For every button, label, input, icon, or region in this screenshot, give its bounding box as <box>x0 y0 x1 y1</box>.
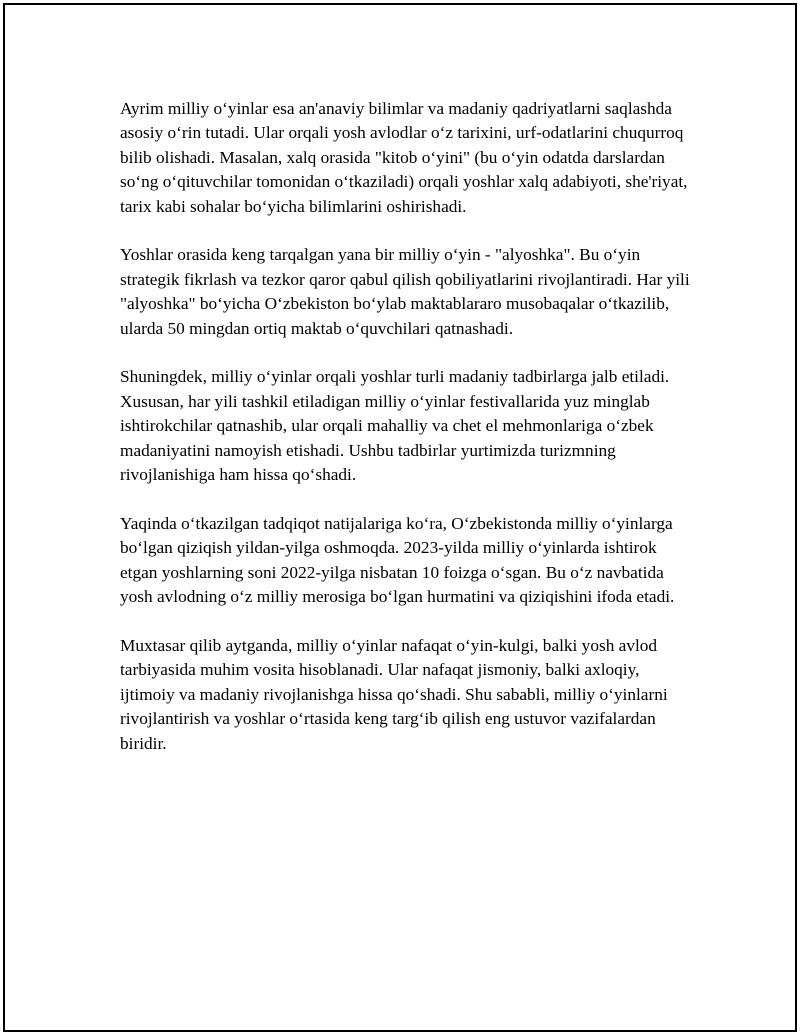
document-body <box>120 97 695 780</box>
document-page <box>3 3 797 1032</box>
paragraph-1: Ayrim milliy o‘yinlar esa an'anaviy bilimlar va madaniy qadriyatlarni saqlashda asosiy o‘rin tutadi. Ular orqali yosh avlodlar o‘z tarixini, urf-odatlarini chuqurroq bilib olishadi. Masalan, xalq orasida "kitob o‘yini" (bu o‘yin odatda darslardan so‘ng o‘qituvchilar tomonidan o‘tkaziladi) orqali yoshlar xalq adabiyoti, she'riyat, tarix kabi sohalar bo‘yicha bilimlarini oshirishadi. <box>120 99 688 216</box>
paragraph-5: Muxtasar qilib aytganda, milliy o‘yinlar nafaqat o‘yin-kulgi, balki yosh avlod tarbiyasida muhim vosita hisoblanadi. Ular nafaqat jismoniy, balki axloqiy, ijtimoiy va madaniy rivojlanishga hissa qo‘shadi. Shu sababli, milliy o‘yinlarni rivojlantirish va yoshlar o‘rtasida keng targ‘ib qilish eng ustuvor vazifalardan biridir. <box>120 635 668 753</box>
paragraph-4: Yaqinda o‘tkazilgan tadqiqot natijalariga ko‘ra, O‘zbekistonda milliy o‘yinlarga bo‘lgan qiziqish yildan-yilga oshmoqda. 2023-yilda milliy o‘yinlarda ishtirok etgan yoshlarning soni 2022-yilga nisbatan 10 foizga o‘sgan. Bu o‘z navbatida yosh avlodning o‘z milliy merosiga bo‘lgan hurmatini va qiziqishini ifoda etadi. <box>120 513 675 607</box>
paragraph-2: Yoshlar orasida keng tarqalgan yana bir milliy o‘yin - "alyoshka". Bu o‘yin strategik fikrlash va tezkor qaror qabul qilish qobiliyatlarini rivojlantiradi. Har yili "alyoshka" bo‘yicha O‘zbekiston bo‘ylab maktablararo musobaqalar o‘tkazilib, ularda 50 mingdan ortiq maktab o‘quvchilari qatnashadi. <box>120 245 690 338</box>
paragraph-3: Shuningdek, milliy o‘yinlar orqali yoshlar turli madaniy tadbirlarga jalb etiladi. Xususan, har yili tashkil etiladigan milliy o‘yinlar festivallarida yuz minglab ishtirokchilar qatnashib, ular orqali mahalliy va chet el mehmonlariga o‘zbek madaniyatini namoyish etishadi. Ushbu tadbirlar yurtimizda turizmning rivojlanishiga ham hissa qo‘shadi. <box>120 367 670 485</box>
